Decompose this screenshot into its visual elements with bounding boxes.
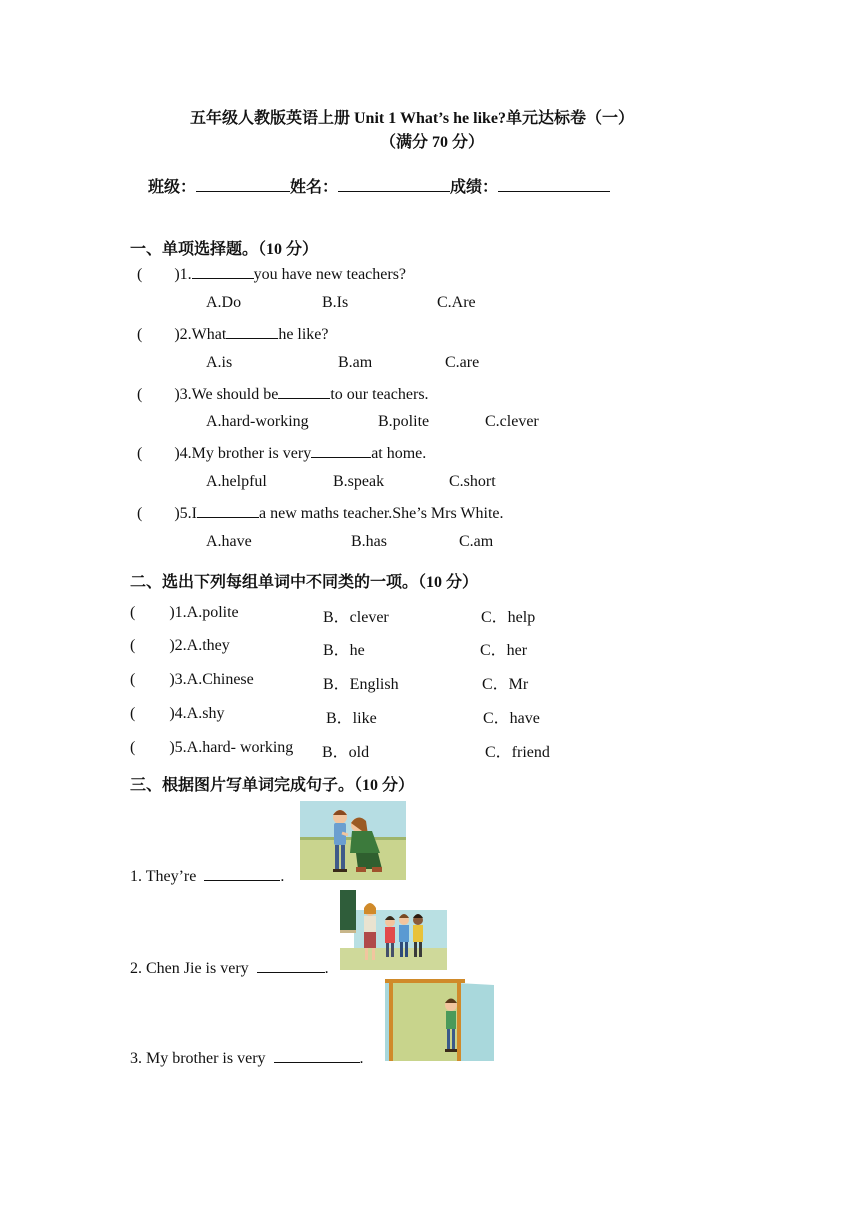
classroom-kids-illustration — [340, 890, 447, 970]
option-c: C．help — [481, 609, 536, 626]
class-label: 班级： — [148, 179, 197, 196]
fill-blank[interactable] — [311, 443, 371, 458]
name-blank[interactable] — [338, 177, 450, 192]
picture-sentence: 1. They’re . — [130, 868, 285, 885]
option-b: B．like — [326, 710, 377, 727]
option-b: B．clever — [323, 609, 389, 626]
picture-helpful-teacher — [300, 801, 406, 880]
option-b: B.has — [351, 533, 387, 550]
option-b: B．English — [323, 676, 399, 693]
option-c: C.are — [445, 354, 480, 371]
page-subtitle: （满分 70 分） — [380, 134, 485, 151]
fill-blank[interactable] — [257, 958, 325, 973]
page-title: 五年级人教版英语上册 Unit 1 What’s he like?单元达标卷（一） — [190, 110, 635, 127]
option-a: A.is — [206, 354, 233, 371]
question-row: ( )4.A.shy — [130, 705, 225, 722]
option-a: A.helpful — [206, 473, 267, 490]
option-c: C．Mr — [482, 676, 529, 693]
class-blank[interactable] — [196, 177, 290, 192]
fill-blank[interactable] — [278, 384, 330, 399]
option-c: C．her — [480, 642, 528, 659]
fill-blank[interactable] — [226, 324, 278, 339]
question-row: ( )5.I a new maths teacher.She’s Mrs White. — [137, 505, 504, 522]
option-b: B.am — [338, 354, 373, 371]
section2-heading: 二、选出下列每组单词中不同类的一项。（10 分） — [130, 574, 479, 591]
question-row: ( )1.A.polite — [130, 604, 239, 621]
option-c: C.am — [459, 533, 494, 550]
option-b: B.polite — [378, 413, 430, 430]
option-b: B．old — [322, 744, 370, 761]
shy-boy-illustration — [385, 979, 494, 1061]
option-c: C．have — [483, 710, 540, 727]
question-row: ( )1. you have new teachers? — [137, 266, 407, 283]
option-a: A.Do — [206, 294, 242, 311]
fill-blank[interactable] — [204, 866, 280, 881]
question-row: ( )4.My brother is very at home. — [137, 445, 427, 462]
picture-shy-boy — [385, 979, 494, 1061]
fill-blank[interactable] — [197, 503, 259, 518]
option-a: A.have — [206, 533, 252, 550]
student-info-line — [148, 174, 610, 197]
option-c: C．friend — [485, 744, 550, 761]
option-a: A.hard-working — [206, 413, 309, 430]
name-label: 姓名： — [290, 179, 339, 196]
score-label: 成绩： — [450, 179, 499, 196]
option-b: B．he — [323, 642, 365, 659]
helpful-teacher-illustration — [300, 801, 406, 880]
question-row: ( )2.A.they — [130, 637, 230, 654]
picture-classroom-kids — [340, 890, 447, 970]
question-row: ( )3.We should be to our teachers. — [137, 386, 429, 403]
option-b: B.speak — [333, 473, 385, 490]
option-b: B.Is — [322, 294, 349, 311]
picture-sentence: 2. Chen Jie is very . — [130, 960, 329, 977]
fill-blank[interactable] — [192, 264, 254, 279]
question-row: ( )5.A.hard- working — [130, 739, 294, 756]
question-row: ( )2.What he like? — [137, 326, 329, 343]
section1-heading: 一、单项选择题。（10 分） — [130, 241, 319, 258]
option-c: C.clever — [485, 413, 539, 430]
picture-sentence: 3. My brother is very . — [130, 1050, 364, 1067]
question-row: ( )3.A.Chinese — [130, 671, 254, 688]
score-blank[interactable] — [498, 177, 610, 192]
option-c: C.short — [449, 473, 496, 490]
fill-blank[interactable] — [274, 1048, 360, 1063]
section3-heading: 三、根据图片写单词完成句子。（10 分） — [130, 777, 415, 794]
option-c: C.Are — [437, 294, 476, 311]
